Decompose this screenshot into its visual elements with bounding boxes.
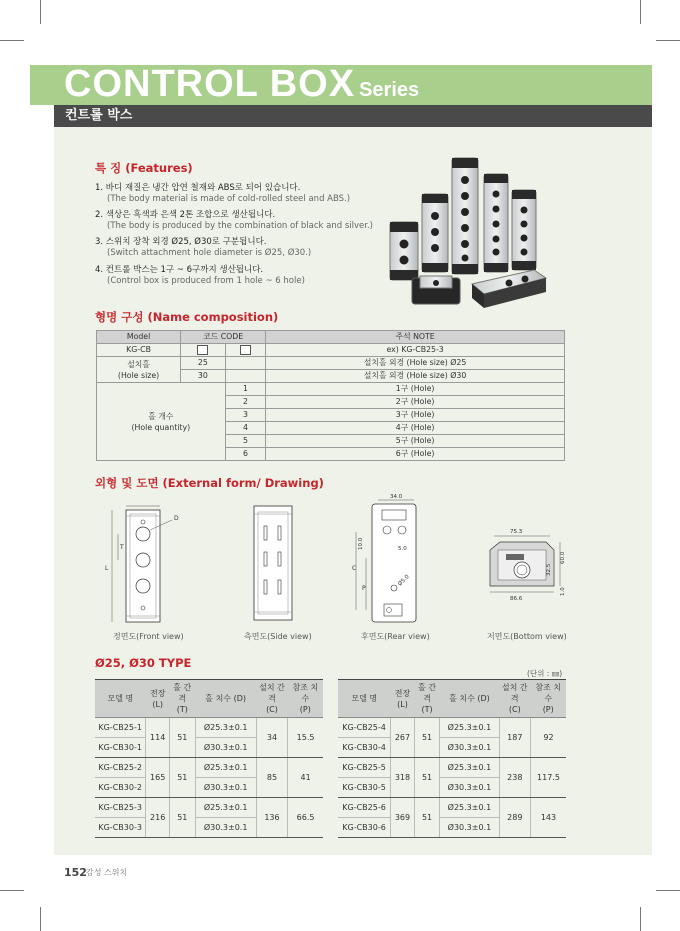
spec-cell-m2: KG-CB30-5 — [338, 778, 391, 798]
dim-label: 86.6 — [510, 596, 523, 602]
external-form-heading: 외형 및 도면 (External form/ Drawing) — [95, 476, 324, 490]
rear-view-drawing — [342, 492, 442, 627]
type-heading: Ø25, Ø30 TYPE — [95, 656, 192, 670]
page-number: 152 — [64, 866, 87, 879]
control-box-2hole — [390, 222, 418, 280]
spec-cell-t: 51 — [414, 718, 439, 758]
spec-cell-l: 318 — [391, 758, 415, 798]
dim-label: C — [352, 565, 357, 572]
control-box-lying — [472, 270, 546, 308]
crop-mark — [656, 890, 680, 891]
dim-label: 34.0 — [390, 494, 403, 500]
control-box-6hole — [452, 158, 478, 274]
spec-cell-t: 51 — [170, 798, 195, 838]
spec-cell-m1: KG-CB25-4 — [338, 718, 391, 738]
features-heading: 특 징 (Features) — [95, 161, 193, 175]
table-row — [338, 718, 566, 738]
crop-mark — [640, 0, 641, 24]
table-row — [338, 758, 566, 778]
spec-cell-m1: KG-CB25-3 — [95, 798, 146, 818]
bottom-view-drawing — [480, 524, 580, 604]
spec-cell-p: 41 — [288, 758, 323, 798]
spec-cell-m2: KG-CB30-2 — [95, 778, 146, 798]
feature-item: 4. 컨트롤 박스는 1구 ~ 6구까지 생산됩니다. (Control box is produced from 1 hole ~ 6 hole) — [95, 265, 305, 286]
spec-cell-d1: Ø25.3±0.1 — [440, 718, 499, 738]
view-caption: 후면도(Rear view) — [361, 632, 430, 641]
spec-cell-d2: Ø30.3±0.1 — [195, 778, 256, 798]
crop-mark — [0, 40, 24, 41]
unit-label: (단위 : ㎜) — [527, 669, 563, 678]
series-label: Series — [359, 79, 420, 101]
side-view-drawing — [240, 500, 310, 625]
dim-label: 32.5 — [546, 563, 552, 576]
spec-cell-p: 117.5 — [530, 758, 566, 798]
spec-cell-p: 15.5 — [288, 718, 323, 758]
dim-label: T — [120, 544, 124, 551]
view-caption: 측면도(Side view) — [244, 632, 312, 641]
spec-cell-c: 85 — [256, 758, 287, 798]
table-row — [95, 758, 323, 778]
spec-cell-m1: KG-CB25-2 — [95, 758, 146, 778]
spec-cell-c: 238 — [499, 758, 530, 798]
dim-label: 10.0 — [358, 537, 364, 550]
spec-cell-c: 289 — [499, 798, 530, 838]
spec-cell-t: 51 — [170, 718, 195, 758]
spec-cell-c: 34 — [256, 718, 287, 758]
control-box-3hole — [422, 194, 448, 272]
dim-label: L — [105, 565, 109, 572]
feature-item: 2. 색상은 흑색과 은색 2톤 조합으로 생산됩니다. (The body is produced by the combination of black and silver.) — [95, 210, 373, 231]
dim-label: P — [362, 585, 366, 592]
table-row — [338, 798, 566, 818]
view-caption: 저면도(Bottom view) — [487, 632, 567, 641]
spec-cell-d2: Ø30.3±0.1 — [440, 738, 499, 758]
dim-label: 1.0 — [560, 587, 566, 596]
spec-cell-d2: Ø30.3±0.1 — [440, 778, 499, 798]
feature-item: 3. 스위치 장착 외경 Ø25, Ø30로 구분됩니다. (Switch attachment hole diameter is Ø25, Ø30.) — [95, 237, 312, 258]
page-title: CONTROL BOX Series — [64, 63, 420, 105]
spec-cell-d2: Ø30.3±0.1 — [195, 738, 256, 758]
spec-cell-d1: Ø25.3±0.1 — [440, 758, 499, 778]
spec-cell-t: 51 — [414, 798, 439, 838]
control-box-5hole — [484, 174, 508, 272]
name-composition-heading: 형명 구성 (Name composition) — [95, 310, 279, 324]
spec-cell-m1: KG-CB25-1 — [95, 718, 146, 738]
spec-cell-t: 51 — [170, 758, 195, 798]
crop-mark — [640, 907, 641, 931]
spec-cell-c: 136 — [256, 798, 287, 838]
spec-cell-m1: KG-CB25-6 — [338, 798, 391, 818]
front-view-drawing — [100, 500, 190, 625]
spec-cell-p: 66.5 — [288, 798, 323, 838]
spec-cell-c: 187 — [499, 718, 530, 758]
spec-cell-d1: Ø25.3±0.1 — [195, 758, 256, 778]
spec-cell-l: 267 — [391, 718, 415, 758]
dim-label: 5.0 — [398, 546, 407, 552]
dim-label: 60.0 — [560, 551, 566, 564]
crop-mark — [40, 907, 41, 931]
spec-cell-l: 165 — [146, 758, 170, 798]
dim-label: 75.3 — [510, 529, 523, 535]
control-box-1hole — [412, 276, 460, 304]
crop-mark — [656, 40, 680, 41]
page-label: 감성 스위치 — [86, 868, 128, 877]
name-composition-table: Model 코드 CODE 주석 NOTE KG-CB ex) KG-CB25-3 설치홀 (Hole size) 25 설치홀 외경 (Hole size) Ø25 30 설치홀 외경 (Hole size) Ø30 홀 개수 (Hole quantity) 1 1구 (Hole) 2 2구 (Hole) 3 3구 (Hole) 4 4구 (Hole) 5 5구 (Hole) 6 6구 (Hole) — [96, 330, 565, 461]
spec-cell-p: 92 — [530, 718, 566, 758]
control-box-4hole — [512, 190, 536, 270]
feature-item: 1. 바디 재질은 냉간 압연 철재와 ABS로 되어 있습니다. (The body material is made of cold-rolled steel and ABS.) — [95, 183, 351, 204]
spec-cell-l: 114 — [146, 718, 170, 758]
spec-cell-d2: Ø30.3±0.1 — [195, 818, 256, 838]
code-box — [240, 345, 251, 355]
product-photo — [384, 152, 554, 314]
crop-mark — [40, 0, 41, 24]
spec-cell-d1: Ø25.3±0.1 — [440, 798, 499, 818]
table-row — [95, 718, 323, 738]
code-box — [197, 345, 208, 355]
spec-cell-m2: KG-CB30-1 — [95, 738, 146, 758]
spec-cell-l: 216 — [146, 798, 170, 838]
spec-table-left: 모델 명 전장 (L) 홀 간격 (T) 홀 치수 (D) 설치 간격 (C) 참조 치수 (P) KG-CB25-1 114 51 Ø25.3±0.1 34 15.5 KG-CB30-1 Ø30.3±0.1 KG-CB25-2 165 51 Ø25.3±0.1 85 41 KG-CB30-2 Ø30.3±0.1 KG-CB25-3 216 51 Ø25.3±0.1 136 66.5 KG-CB30-3 Ø30.3±0.1 — [95, 679, 323, 838]
spec-cell-m2: KG-CB30-4 — [338, 738, 391, 758]
subtitle: 컨트롤 박스 — [65, 108, 133, 123]
hole-size-label: 설치홀 (Hole size) — [97, 357, 181, 383]
crop-mark — [0, 890, 24, 891]
spec-cell-m2: KG-CB30-6 — [338, 818, 391, 838]
subtitle-bar — [54, 105, 652, 127]
spec-cell-d1: Ø25.3±0.1 — [195, 798, 256, 818]
dim-label: Ø5.0 — [397, 573, 411, 588]
spec-cell-t: 51 — [414, 758, 439, 798]
hole-quantity-label: 홀 개수 (Hole quantity) — [97, 383, 226, 461]
table-row — [95, 798, 323, 818]
spec-table-right: 모델 명 전장 (L) 홀 간격 (T) 홀 치수 (D) 설치 간격 (C) 참조 치수 (P) KG-CB25-4 267 51 Ø25.3±0.1 187 92 KG-CB30-4 Ø30.3±0.1 KG-CB25-5 318 51 Ø25.3±0.1 238 117.5 KG-CB30-5 Ø30.3±0.1 KG-CB25-6 369 51 Ø25.3±0.1 289 143 KG-CB30-6 Ø30.3±0.1 — [338, 679, 566, 838]
spec-cell-l: 369 — [391, 798, 415, 838]
spec-cell-d1: Ø25.3±0.1 — [195, 718, 256, 738]
spec-cell-d2: Ø30.3±0.1 — [440, 818, 499, 838]
view-caption: 정면도(Front view) — [113, 632, 184, 641]
spec-cell-p: 143 — [530, 798, 566, 838]
dim-label: D — [174, 515, 179, 522]
spec-cell-m2: KG-CB30-3 — [95, 818, 146, 838]
spec-cell-m1: KG-CB25-5 — [338, 758, 391, 778]
